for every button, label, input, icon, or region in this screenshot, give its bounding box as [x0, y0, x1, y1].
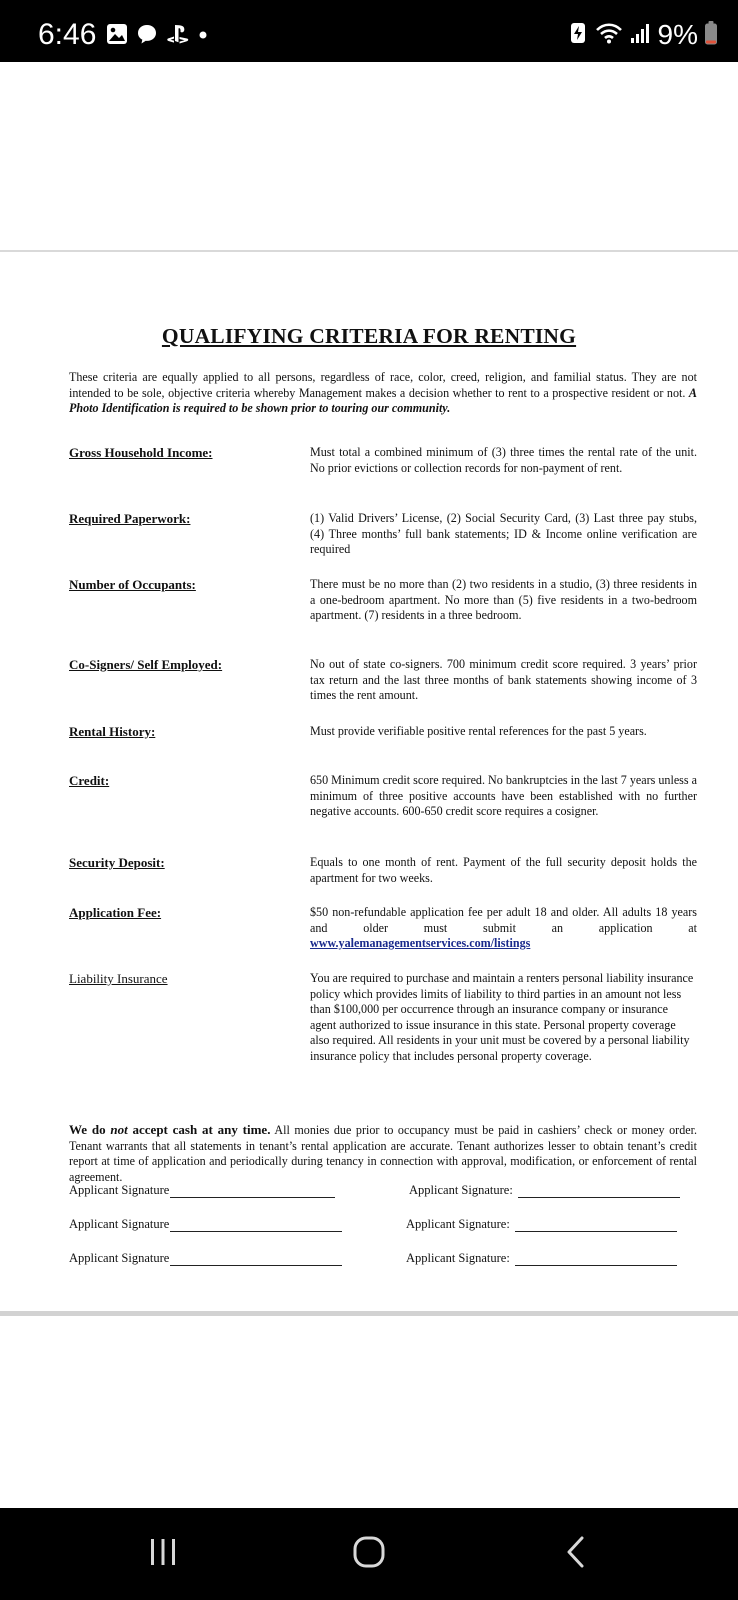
signature-blank[interactable]	[518, 1185, 680, 1198]
text-gross-household-income: Must total a combined minimum of (3) three times the rental rate of the unit. No prior evictions or collection records for non-payment of rent.	[310, 445, 697, 475]
signature-blank[interactable]	[170, 1253, 342, 1266]
text-required-paperwork: (1) Valid Drivers’ License, (2) Social Security Card, (3) Last three pay stubs, (4) Three months’ full bank statements; ID & Income online verification are required	[310, 511, 697, 557]
label-co-signers: Co-Signers/ Self Employed:	[69, 657, 223, 672]
closing-text: All monies due prior to occupancy must be paid in cashiers’ check or money order. Tenant warrants that all statements in tenant’s rental application are accurate. Tenant authorizes lesser to obtain tenant’s credit report at time of application and periodically during tenancy in connection with approval, modification, or enforcement of rental agreement.	[69, 1123, 698, 1184]
recent-apps-button[interactable]	[103, 1508, 223, 1600]
text-liability-insurance: You are required to purchase and maintain a renters personal liability insurance policy which provides limits of liability to third parties in an amount not less than $100,000 per occurrence through an insurance company or insurance agent authorized to issue insurance in this state. Personal property coverage also required. All residents in your unit must be covered by a personal liability insurance policy that includes personal property coverage.	[310, 971, 694, 1063]
signature-label: Applicant Signature	[69, 1183, 170, 1197]
document-title: QUALIFYING CRITERIA FOR RENTING	[161, 324, 577, 348]
text-rental-history: Must provide verifiable positive rental references for the past 5 years.	[310, 724, 647, 738]
signature-label: Applicant Signature:	[406, 1217, 510, 1231]
image-notification-icon	[106, 23, 128, 50]
text-application-fee	[310, 905, 697, 952]
signature-blank[interactable]	[515, 1253, 677, 1266]
home-button[interactable]	[309, 1508, 429, 1600]
signature-label: Applicant Signature:	[409, 1183, 513, 1197]
signature-label: Applicant Signature:	[406, 1251, 510, 1265]
battery-icon	[704, 20, 718, 51]
signature-blank[interactable]	[170, 1219, 342, 1232]
signal-icon	[630, 21, 652, 50]
label-required-paperwork: Required Paperwork:	[69, 511, 191, 526]
label-rental-history: Rental History:	[69, 724, 156, 739]
label-gross-household-income: Gross Household Income:	[69, 445, 213, 460]
status-bar	[0, 0, 738, 62]
signature-line-right-1[interactable]	[409, 1183, 680, 1198]
document-page[interactable]	[0, 250, 738, 1316]
no-cash-post: accept cash at any time.	[127, 1122, 271, 1137]
recent-apps-icon	[147, 1537, 179, 1572]
photo-id-note: A Photo Identification is required to be shown prior to touring our community.	[69, 385, 697, 416]
signature-label: Applicant Signature	[69, 1217, 170, 1231]
playstation-icon	[166, 23, 190, 50]
back-icon	[564, 1535, 588, 1574]
battery-saver-icon	[568, 21, 588, 50]
text-credit: 650 Minimum credit score required. No bankruptcies in the last 7 years unless a minimum of three positive accounts have been established with no further negative accounts. 600-650 credit score requires a cosigner.	[310, 773, 697, 819]
application-fee-text: $50 non-refundable application fee per adult 18 and older. All adults 18 years and older must submit an application at	[310, 905, 697, 935]
home-icon	[352, 1535, 386, 1574]
label-credit: Credit:	[69, 773, 110, 788]
signature-line-right-3[interactable]	[406, 1251, 677, 1266]
label-security-deposit: Security Deposit:	[69, 855, 165, 870]
signature-line-left-2[interactable]	[69, 1217, 342, 1232]
signature-line-left-1[interactable]	[69, 1183, 335, 1198]
no-cash-pre: We do	[69, 1122, 111, 1137]
battery-percentage: 9%	[657, 19, 698, 50]
notification-icons	[106, 24, 216, 48]
no-cash-not: not	[110, 1122, 128, 1137]
signature-blank[interactable]	[170, 1185, 335, 1198]
listings-link[interactable]: www.yalemanagementservices.com/listings	[310, 936, 531, 951]
text-co-signers: No out of state co-signers. 700 minimum credit score required. 3 years’ prior tax return and the last three months of bank statements showing income of 3 times the rent amount.	[310, 657, 697, 703]
intro-text: These criteria are equally applied to all persons, regardless of race, color, creed, religion, and familial status. They are not intended to be sole, objective criteria whereby Management makes a decision whether to rent to a prospective resident or not.	[69, 370, 697, 400]
text-number-of-occupants: There must be no more than (2) two residents in a studio, (3) three residents in a one-bedroom apartment. No more than (5) five residents in a two-bedroom apartment. (7) residents in a three bedroom.	[310, 577, 697, 623]
label-application-fee: Application Fee:	[69, 905, 162, 920]
wifi-icon	[594, 21, 624, 50]
signature-line-left-3[interactable]	[69, 1251, 342, 1266]
intro-paragraph	[69, 370, 697, 417]
no-cash-heading	[69, 1122, 270, 1137]
status-time: 6:46	[38, 18, 97, 51]
chat-bubble-icon	[136, 23, 158, 50]
text-security-deposit: Equals to one month of rent. Payment of the full security deposit holds the apartment for two weeks.	[310, 855, 697, 885]
signature-blank[interactable]	[515, 1219, 677, 1232]
closing-paragraph	[69, 1122, 697, 1185]
system-icons	[562, 18, 718, 52]
dot-icon	[198, 27, 208, 45]
label-number-of-occupants: Number of Occupants:	[69, 577, 196, 592]
label-liability-insurance: Liability Insurance	[69, 971, 168, 986]
back-button[interactable]	[516, 1508, 636, 1600]
signature-line-right-2[interactable]	[406, 1217, 677, 1232]
navigation-bar	[0, 1508, 738, 1600]
signature-label: Applicant Signature	[69, 1251, 170, 1265]
